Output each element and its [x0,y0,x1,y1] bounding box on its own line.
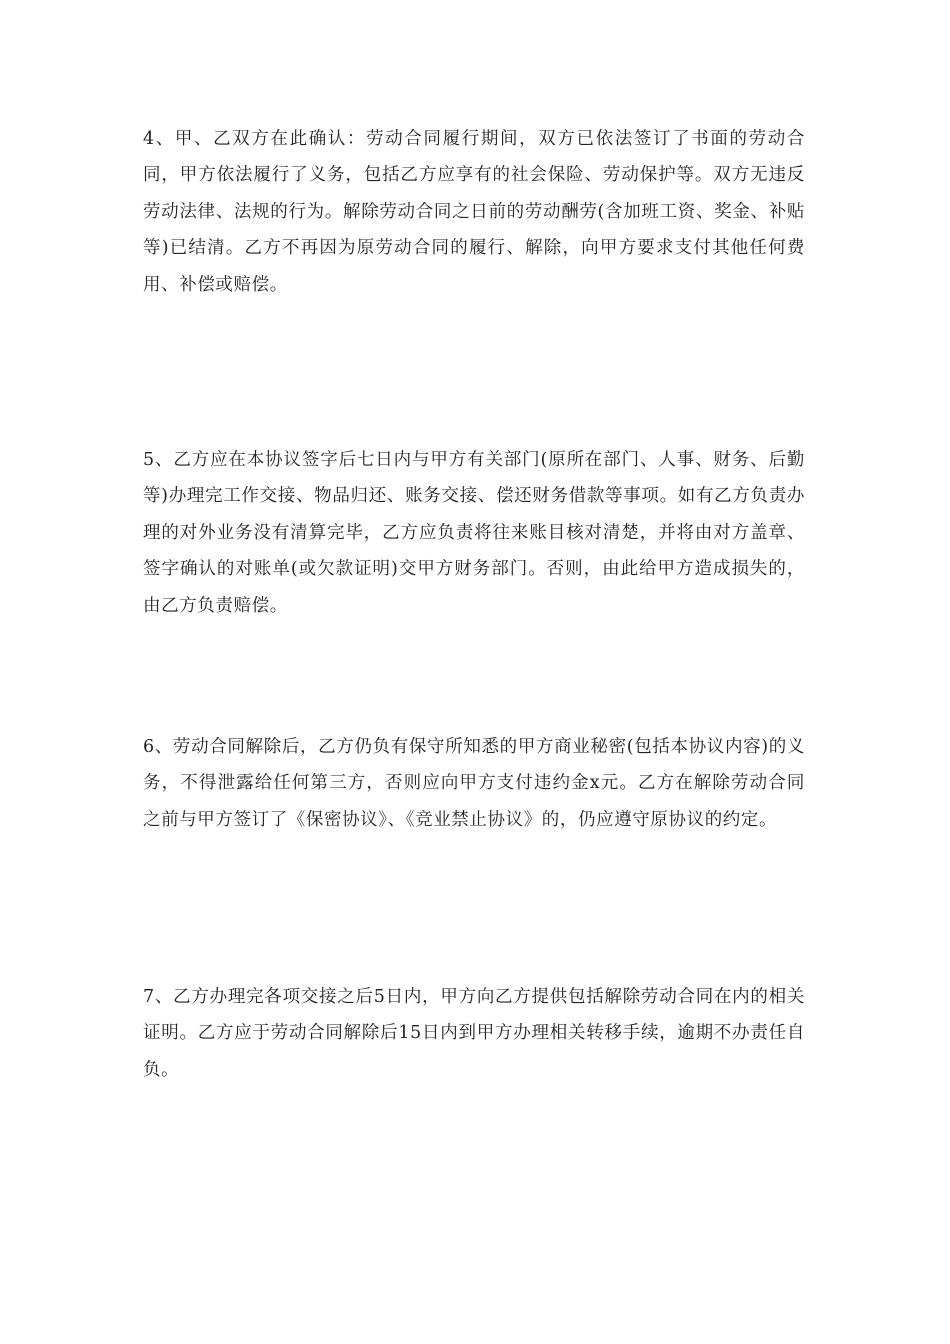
clause-6-paragraph: 6、劳动合同解除后，乙方仍负有保守所知悉的甲方商业秘密(包括本协议内容)的义务，不得泄露给任何第三方，否则应向甲方支付违约金x元。乙方在解除劳动合同之前与甲方签订了《保密协议》、《竞业禁止协议》的，仍应遵守原协议的约定。 [143,737,805,830]
clause-4-paragraph: 4、甲、乙双方在此确认：劳动合同履行期间，双方已依法签订了书面的劳动合同，甲方依法履行了义务，包括乙方应享有的社会保险、劳动保护等。双方无违反劳动法律、法规的行为。解除劳动合同之日前的劳动酬劳(含加班工资、奖金、补贴等)已结清。乙方不再因为原劳动合同的履行、解除，向甲方要求支付其他任何费用、补偿或赔偿。 [143,129,805,295]
clause-5-paragraph: 5、乙方应在本协议签字后七日内与甲方有关部门(原所在部门、人事、财务、后勤等)办理完工作交接、物品归还、账务交接、偿还财务借款等事项。如有乙方负责办理的对外业务没有清算完毕，乙方应负责将往来账目核对清楚，并将由对方盖章、签字确认的对账单(或欠款证明)交甲方财务部门。否则，由此给甲方造成损失的，由乙方负责赔偿。 [143,450,805,616]
clause-7-paragraph: 7、乙方办理完各项交接之后5日内，甲方向乙方提供包括解除劳动合同在内的相关证明。乙方应于劳动合同解除后15日内到甲方办理相关转移手续，逾期不办责任自负。 [143,987,805,1080]
